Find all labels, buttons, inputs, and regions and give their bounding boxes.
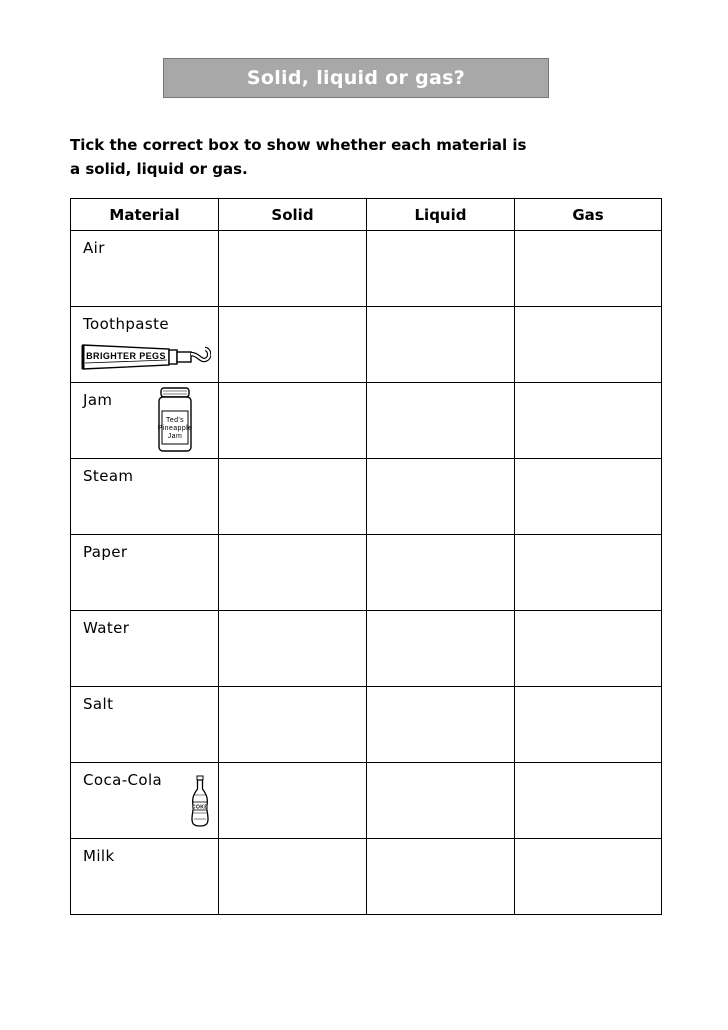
- table-row: [71, 687, 662, 763]
- page-title: Solid, liquid or gas?: [246, 67, 466, 89]
- table-row: [71, 535, 662, 611]
- table-row: [71, 383, 662, 459]
- solid-tick-box[interactable]: [219, 611, 367, 687]
- material-label: Toothpaste: [83, 315, 169, 333]
- solid-tick-box[interactable]: [219, 687, 367, 763]
- gas-tick-box[interactable]: [515, 231, 662, 307]
- material-cell: [71, 383, 219, 459]
- solid-tick-box[interactable]: [219, 231, 367, 307]
- gas-tick-box[interactable]: [515, 459, 662, 535]
- liquid-tick-box[interactable]: [367, 459, 515, 535]
- table-row: [71, 763, 662, 839]
- liquid-tick-box[interactable]: [367, 611, 515, 687]
- liquid-tick-box[interactable]: [367, 307, 515, 383]
- material-cell: [71, 231, 219, 307]
- cola-label-text: COKE: [191, 804, 209, 811]
- liquid-tick-box[interactable]: [367, 231, 515, 307]
- gas-tick-box[interactable]: [515, 763, 662, 839]
- materials-table: [70, 198, 662, 915]
- table-row: [71, 611, 662, 687]
- material-cell: [71, 687, 219, 763]
- header-row: [71, 199, 662, 231]
- gas-tick-box[interactable]: [515, 611, 662, 687]
- table-row: [71, 459, 662, 535]
- jam-label-line-3: Jam: [167, 433, 183, 440]
- material-cell: [71, 763, 219, 839]
- liquid-tick-box[interactable]: [367, 839, 515, 915]
- solid-tick-box[interactable]: [219, 459, 367, 535]
- material-cell: [71, 307, 219, 383]
- material-label: Steam: [83, 467, 134, 485]
- liquid-tick-box[interactable]: [367, 763, 515, 839]
- material-label: Air: [83, 239, 105, 257]
- jam-jar-icon: [155, 386, 195, 454]
- table-row: [71, 307, 662, 383]
- material-label: Jam: [83, 391, 113, 409]
- material-cell: [71, 459, 219, 535]
- material-label: Coca-Cola: [83, 771, 163, 789]
- liquid-tick-box[interactable]: [367, 383, 515, 459]
- gas-tick-box[interactable]: [515, 307, 662, 383]
- header-gas: Gas: [515, 199, 662, 231]
- cola-bottle-icon: [190, 775, 210, 827]
- toothpaste-brand-text: BRIGHTER PEGS: [86, 351, 166, 361]
- material-cell: [71, 611, 219, 687]
- title-banner: [163, 58, 549, 98]
- solid-tick-box[interactable]: [219, 383, 367, 459]
- table-row: [71, 839, 662, 915]
- jam-label-line-1: Ted's: [165, 417, 185, 424]
- gas-tick-box[interactable]: [515, 535, 662, 611]
- instructions: [70, 133, 670, 181]
- solid-tick-box[interactable]: [219, 535, 367, 611]
- solid-tick-box[interactable]: [219, 763, 367, 839]
- instructions-line-1: Tick the correct box to show whether each material is: [70, 136, 527, 154]
- material-label: Salt: [83, 695, 114, 713]
- toothpaste-tube-icon: [81, 337, 211, 375]
- header-liquid: Liquid: [367, 199, 515, 231]
- jam-label-line-2: Pineapple: [157, 425, 193, 432]
- material-cell: [71, 839, 219, 915]
- liquid-tick-box[interactable]: [367, 535, 515, 611]
- gas-tick-box[interactable]: [515, 687, 662, 763]
- gas-tick-box[interactable]: [515, 839, 662, 915]
- instructions-line-2: a solid, liquid or gas.: [70, 160, 248, 178]
- gas-tick-box[interactable]: [515, 383, 662, 459]
- solid-tick-box[interactable]: [219, 839, 367, 915]
- material-label: Water: [83, 619, 130, 637]
- header-material: Material: [71, 199, 219, 231]
- table-row: [71, 231, 662, 307]
- header-solid: Solid: [219, 199, 367, 231]
- material-label: Paper: [83, 543, 128, 561]
- material-cell: [71, 535, 219, 611]
- solid-tick-box[interactable]: [219, 307, 367, 383]
- liquid-tick-box[interactable]: [367, 687, 515, 763]
- material-label: Milk: [83, 847, 115, 865]
